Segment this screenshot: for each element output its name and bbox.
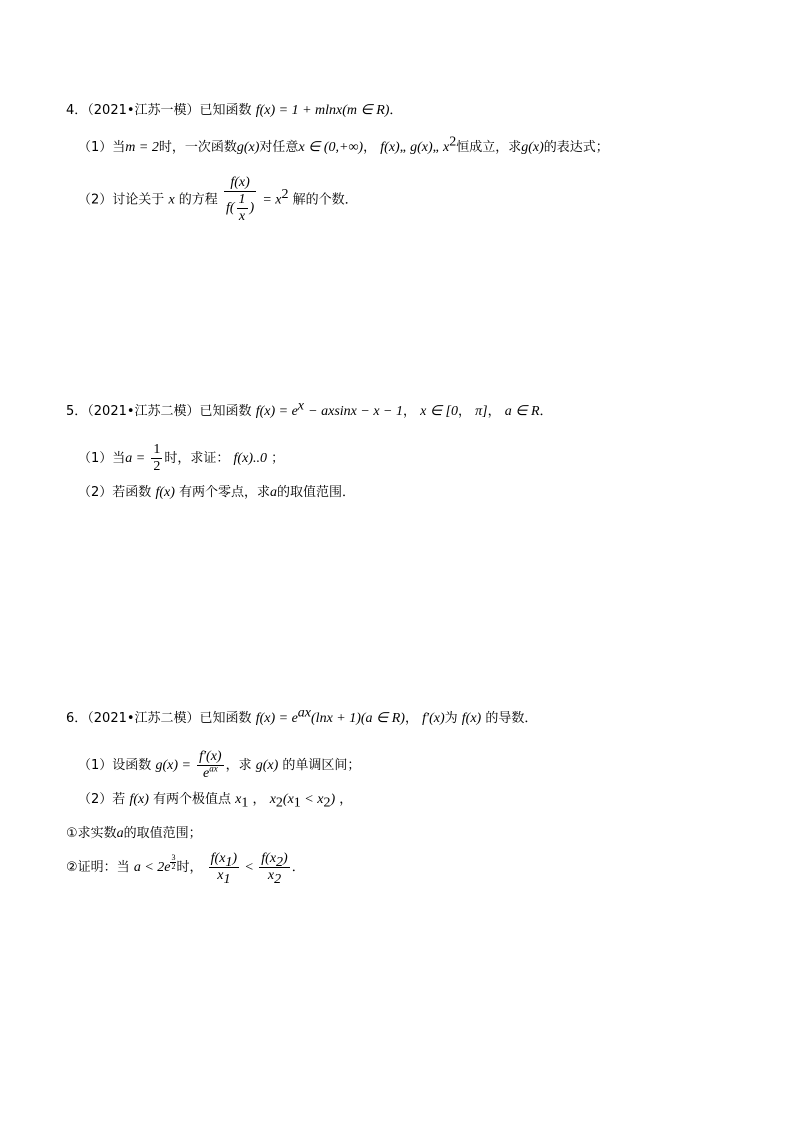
problem-6-part-2: （2）若 f(x) 有两个极值点 $x_1$ ， $x_2(x_1 < x_2)$ ， (78, 792, 353, 811)
problem-6-subpart-1: ①求实数a的取值范围； (66, 826, 202, 841)
problem-4-part-2: （2）讨论关于 x 的方程 f(x) f( $\frac{1}{x}$ ) = $x^2$ 解的个数． (78, 175, 358, 224)
equation-fraction: f(x) f( $\frac{1}{x}$ ) (225, 175, 255, 224)
problem-source: （2021•江苏二模） (87, 711, 200, 726)
problem-6-part-1: （1）设函数 g(x) = $\frac{f'(x)}{e^{ax}}$ ，求 g(x) 的单调区间； (78, 749, 361, 781)
function-definition: f(x) = 1 + mlnx(m ∈ R) (255, 103, 390, 118)
problem-number: 4． (66, 103, 88, 118)
problem-5-part-2: （2）若函数 f(x) 有两个零点，求a的取值范围． (78, 485, 356, 500)
problem-source: （2021•江苏一模） (87, 103, 200, 118)
problem-number: 6． (66, 711, 88, 726)
problem-number: 5． (66, 404, 88, 419)
problem-4-stem: 4．（2021•江苏一模）已知函数 f(x) = 1 + mlnx(m ∈ R)． (66, 103, 403, 118)
problem-6-stem: 6．（2021•江苏二模）已知函数 $f(x) = e^{ax}(\ln x + 1)(a$ ∈ R)， f′(x)为 f(x) 的导数． (66, 705, 538, 726)
problem-source: （2021•江苏二模） (87, 404, 200, 419)
problem-5-stem: 5．（2021•江苏二模）已知函数 $f(x) = e^x - axsinx - x - 1$， x ∈ [0， π]， a ∈ R． (66, 398, 553, 419)
problem-6-subpart-2: ②证明：当 a < 2e $^{\frac{3}{2}}$ 时， $\frac{f(x_1)}{x_1}$ < $\frac{f(x_2)}{x_2}$ ． (66, 851, 305, 887)
problem-4-part-1: （1）当m = 2时，一次函数g(x)对任意x ∈ (0,+∞)， f(x)„ g(x)„ $x^2$恒成立，求g(x)的表达式； (78, 134, 609, 155)
problem-5-part-1: （1）当a = $\frac{1}{2}$ 时，求证： f(x)..0 ； (78, 442, 285, 474)
